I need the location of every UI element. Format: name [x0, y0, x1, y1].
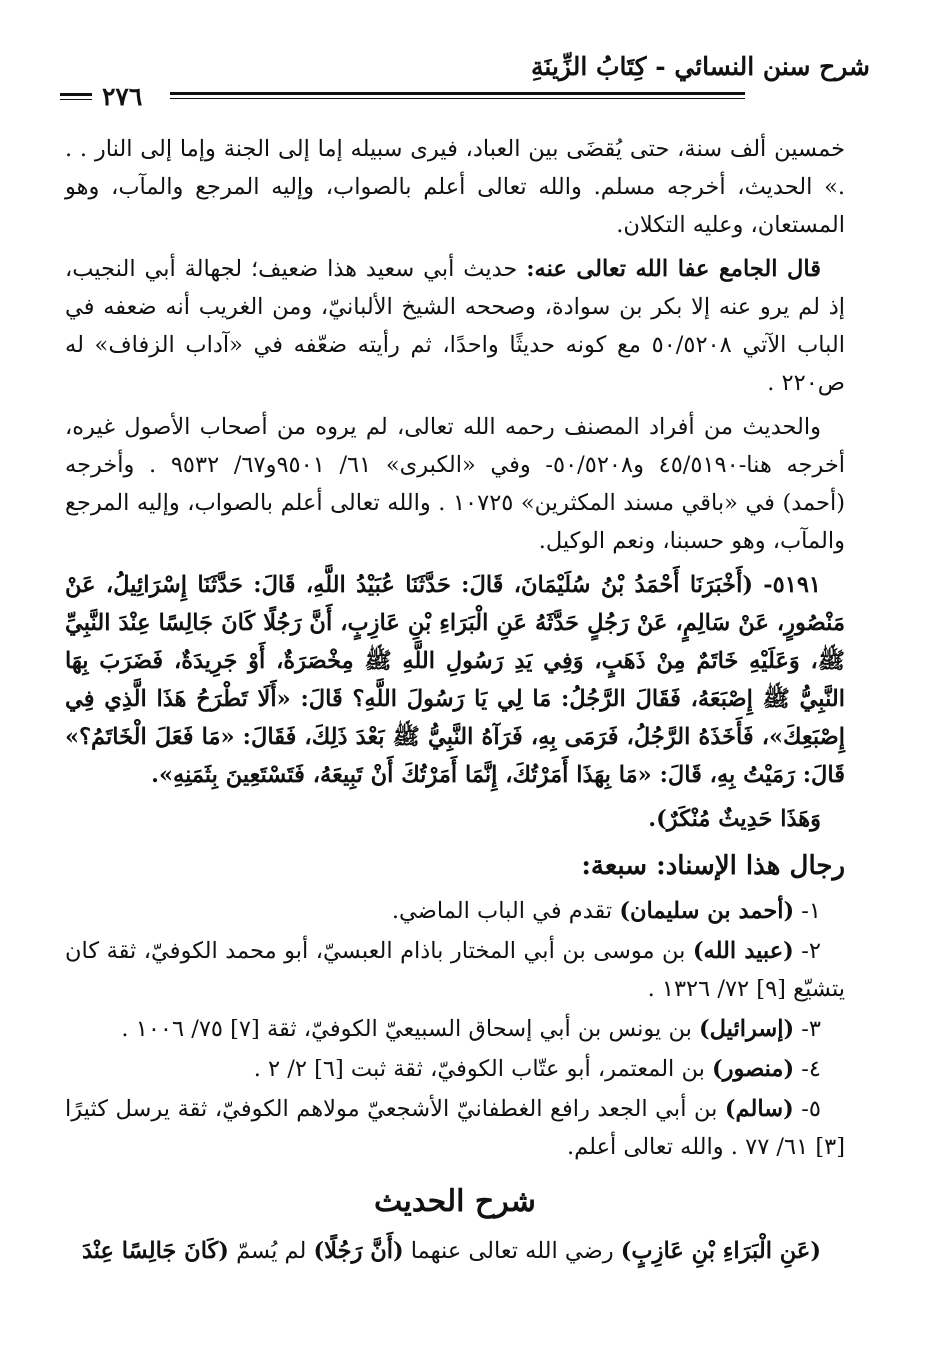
page-number: ٢٧٦ — [102, 82, 143, 111]
narrators-list — [65, 892, 845, 1166]
header-rule — [170, 92, 745, 99]
list-item: ٥- (سالم) بن أبي الجعد رافع الغطفانيّ الأشجعيّ مولاهم الكوفيّ، ثقة يرسل كثيرًا [٣] ٦١/ ٧٧ . والله تعالى أعلم. — [65, 1096, 845, 1160]
sharh-paragraph: (عَنِ الْبَرَاءِ بْنِ عَازِبٍ) رضي الله تعالى عنهما (أَنَّ رَجُلًا) لم يُسمّ (كَانَ جَالِسًا عِنْدَ — [81, 1238, 821, 1264]
compiler-note-lead: قال الجامع عفا الله تعالى عنه: — [526, 256, 821, 282]
hadith-text: ٥١٩١- (أَخْبَرَنَا أَحْمَدُ بْنُ سُلَيْمَانَ، قَالَ: حَدَّثَنَا عُبَيْدُ اللَّهِ، قَالَ: حَدَّثَنَا إِسْرَائِيلُ، عَنْ مَنْصُورٍ، عَنْ سَالِمٍ، عَنْ رَجُلٍ حَدَّثَهُ عَنِ الْبَرَاءِ بْنِ عَازِبٍ، أَنَّ رَجُلًا كَانَ جَالِسًا عِنْدَ النَّبِيِّ ﷺ، وَعَلَيْهِ خَاتَمٌ مِنْ ذَهَبٍ، وَفِي يَدِ رَسُولِ اللَّهِ ﷺ مِخْصَرَةٌ، أَوْ جَرِيدَةٌ، فَضَرَبَ بِهَا النَّبِيُّ ﷺ إِصْبَعَهُ، فَقَالَ الرَّجُلُ: مَا لِي يَا رَسُولَ اللَّهِ؟ قَالَ: «أَلَا تَطْرَحُ هَذَا الَّذِي فِي إِصْبَعِكَ»، فَأَخَذَهُ الرَّجُلُ، فَرَمَى بِهِ، فَرَآهُ النَّبِيُّ ﷺ بَعْدَ ذَلِكَ، فَقَالَ: «مَا فَعَلَ الْخَاتَمُ؟» قَالَ: رَمَيْتُ بِهِ، قَالَ: «مَا بِهَذَا أَمَرْتُكَ، إِنَّمَا أَمَرْتُكَ أَنْ تَبِيعَهُ، فَتَسْتَعِينَ بِثَمَنِهِ». — [65, 572, 845, 788]
list-item: ٣- (إسرائيل) بن يونس بن أبي إسحاق السبيعيّ الكوفيّ، ثقة [٧] ٧٥/ ١٠٠٦ . — [121, 1016, 821, 1042]
compiler-note-text: حديث أبي سعيد هذا ضعيف؛ لجهالة أبي النجيب، إذ لم يرو عنه إلا بكر بن سوادة، وصححه الشيخ الألبانيّ، ومن الغريب أنه ضعفه في الباب الآتي ٥٠/٥٢٠٨ مع كونه حديثًا واحدًا، ثم رأيته ضعّفه في «آداب الزفاف» له ص٢٢٠ . — [65, 256, 845, 396]
page-body — [65, 130, 845, 1276]
running-title: شرح سنن النسائي - كِتَابُ الزِّينَةِ — [531, 52, 870, 81]
list-item: ١- (أحمد بن سليمان) تقدم في الباب الماضي. — [391, 898, 821, 924]
list-item: ٢- (عبيد الله) بن موسى بن أبي المختار باذام العبسيّ، أبو محمد الكوفيّ، ثقة كان يتشيّع [٩] ٧٢/ ١٣٢٦ . — [65, 938, 845, 1002]
hadith-end: وَهَذَا حَدِيثٌ مُنْكَرٌ). — [648, 806, 821, 832]
paragraph-compiler-note — [65, 250, 845, 402]
narrators-title: رجال هذا الإسناد: سبعة: — [581, 851, 845, 881]
sharh-title: شرح الحديث — [374, 1184, 536, 1219]
page-header — [60, 52, 870, 112]
page-number-rule — [60, 93, 92, 100]
paragraph-continuation: خمسين ألف سنة، حتى يُقضَى بين العباد، فيرى سبيله إما إلى الجنة وإما إلى النار . . .» الحديث، أخرجه مسلم. والله تعالى أعلم بالصواب، وإليه المرجع والمآب، وهو المستعان، وعليه التكلان. — [65, 136, 845, 238]
paragraph-takhrij: والحديث من أفراد المصنف رحمه الله تعالى، لم يروه من أصحاب الأصول غيره، أخرجه هنا-٤٥/٥١٩٠ و٥٠/٥٢٠٨- وفي «الكبرى» ٦١/ ٩٥٠١و٦٧/ ٩٥٣٢ . وأخرجه (أحمد) في «باقي مسند المكثرين» ١٠٧٢٥ . والله تعالى أعلم بالصواب، وإليه المرجع والمآب، وهو حسبنا، ونعم الوكيل. — [65, 414, 846, 554]
list-item: ٤- (منصور) بن المعتمر، أبو عتّاب الكوفيّ، ثقة ثبت [٦] ٢/ ٢ . — [253, 1056, 821, 1082]
